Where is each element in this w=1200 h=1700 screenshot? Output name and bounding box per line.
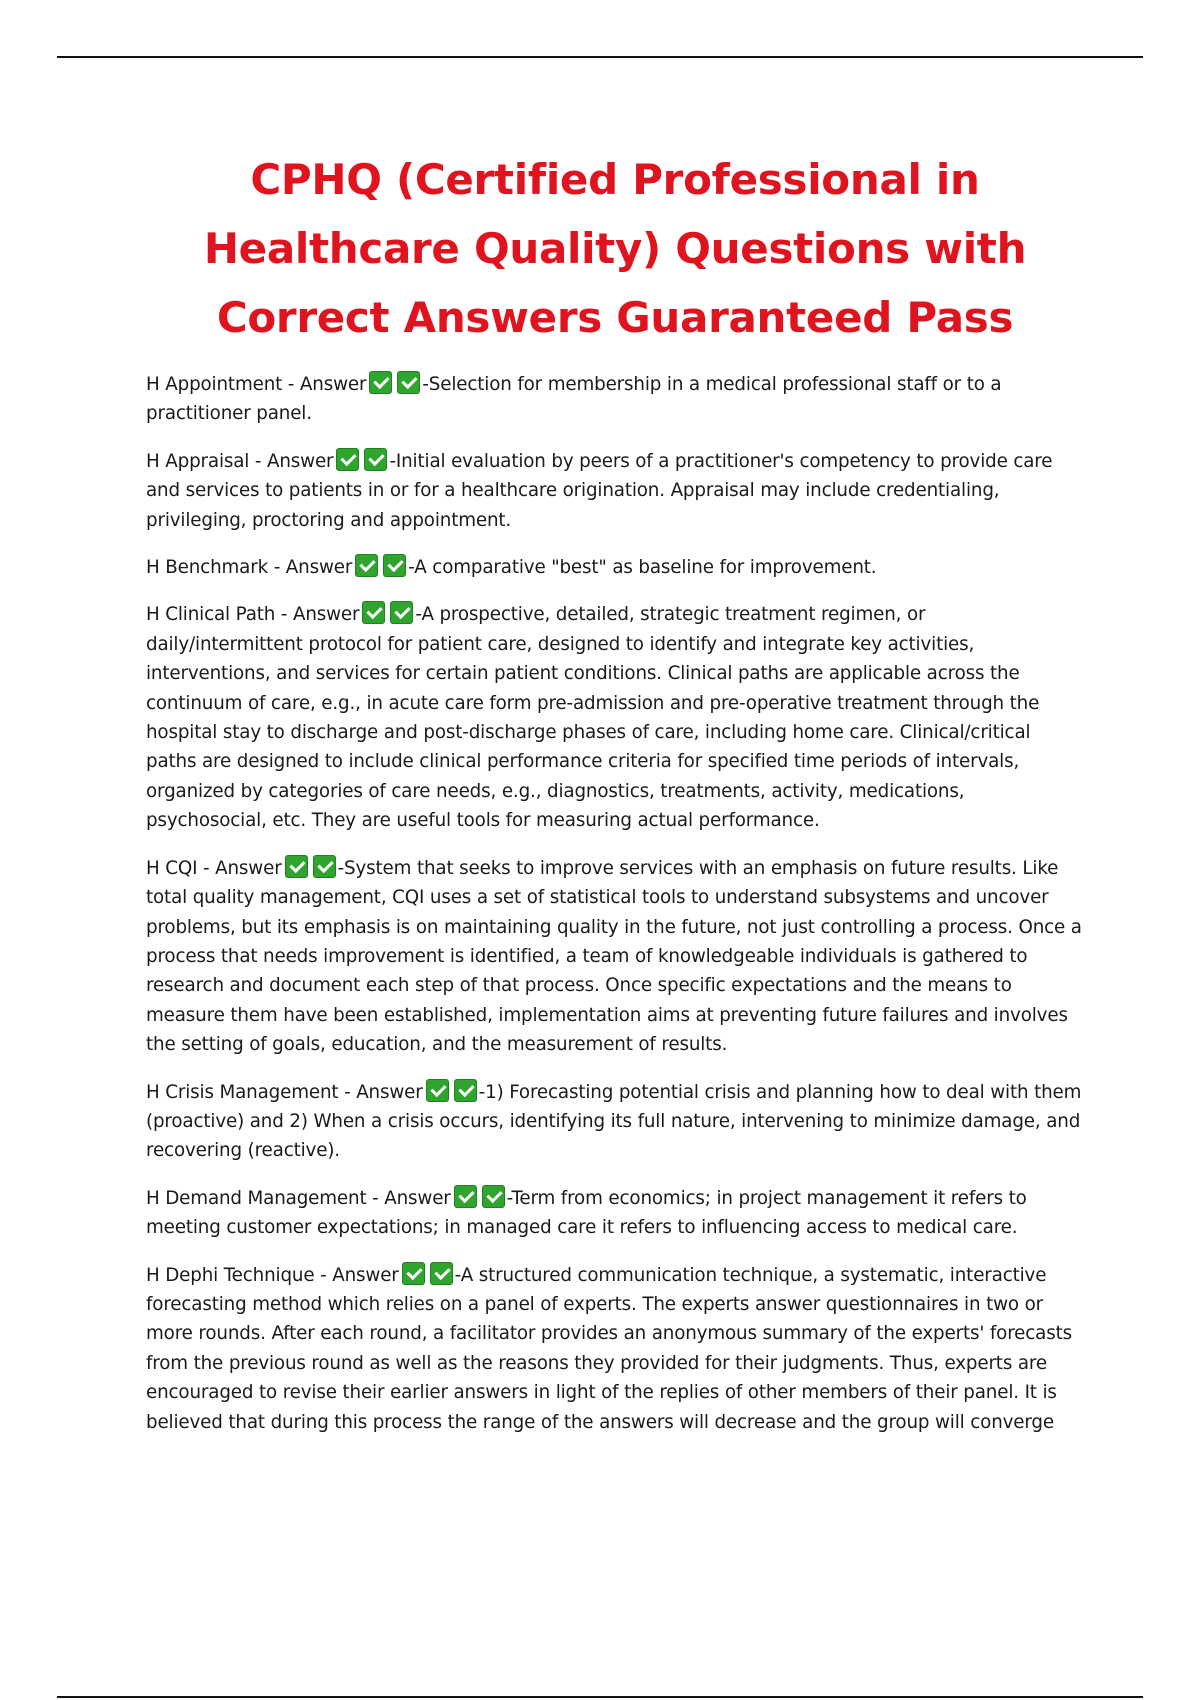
list-item bbox=[146, 1184, 1086, 1243]
list-item bbox=[146, 447, 1086, 535]
check-mark-icon bbox=[402, 1262, 425, 1285]
entry-definition: -Term from economics; in project management it refers to meeting customer expectations; in managed care it refers to influencing access to medical care. bbox=[146, 1187, 1027, 1239]
document-body bbox=[146, 370, 1086, 1455]
check-mark-icon bbox=[454, 1079, 477, 1102]
entry-definition: -Selection for membership in a medical professional staff or to a practitioner panel. bbox=[146, 374, 1002, 425]
entry-definition: -System that seeks to improve services with an emphasis on future results. Like total quality management, CQI uses a set of statistical tools to understand subsystems and uncover problems, but its emphasis is on maintaining quality in the future, not just controlling a process. Once a process that needs improvement is identified, a team of knowledgeable individuals is gathered to research and document each step of that process. Once specific expectations and the means to measure them have been established, implementation aims at preventing future failures and involves the setting of goals, education, and the measurement of results. bbox=[146, 857, 1082, 1056]
check-mark-icon bbox=[362, 601, 385, 624]
list-item bbox=[146, 854, 1086, 1060]
entry-term: H Demand Management - Answer bbox=[146, 1187, 451, 1209]
check-mark-icon bbox=[313, 855, 336, 878]
entry-definition: -A comparative "best" as baseline for improvement. bbox=[408, 557, 877, 579]
check-mark-icon bbox=[285, 855, 308, 878]
check-mark-icon bbox=[383, 554, 406, 577]
entry-definition: -A prospective, detailed, strategic treatment regimen, or daily/intermittent protocol for patient care, designed to identify and integrate key activities, interventions, and services for certain patient conditions. Clinical paths are applicable across the continuum of care, e.g., in acute care form pre-admission and pre-operative treatment through the hospital stay to discharge and post-discharge phases of care, including home care. Clinical/critical paths are designed to include clinical performance criteria for specified time periods of intervals, organized by categories of care needs, e.g., diagnostics, treatments, activity, medications, psychosocial, etc. They are useful tools for measuring actual performance. bbox=[146, 604, 1040, 832]
entry-definition: -1) Forecasting potential crisis and planning how to deal with them (proactive) and 2) When a crisis occurs, identifying its full nature, intervening to minimize damage, and recovering (reactive). bbox=[146, 1081, 1082, 1162]
check-mark-icon bbox=[426, 1079, 449, 1102]
bottom-rule bbox=[57, 1696, 1143, 1698]
entry-term: H Clinical Path - Answer bbox=[146, 604, 360, 626]
check-mark-icon bbox=[355, 554, 378, 577]
entry-definition: -A structured communication technique, a systematic, interactive forecasting method which relies on a panel of experts. The experts answer questionnaires in two or more rounds. After each round, a facilitator provides an anonymous summary of the experts' forecasts from the previous round as well as the reasons they provided for their judgments. Thus, experts are encouraged to revise their earlier answers in light of the replies of other members of their panel. It is believed that during this process the range of the answers will decrease and the group will converge bbox=[146, 1264, 1072, 1433]
list-item bbox=[146, 553, 1086, 582]
entry-term: H Appraisal - Answer bbox=[146, 450, 334, 472]
check-mark-icon bbox=[482, 1185, 505, 1208]
check-mark-icon bbox=[364, 448, 387, 471]
check-mark-icon bbox=[369, 371, 392, 394]
list-item bbox=[146, 600, 1086, 835]
check-mark-icon bbox=[336, 448, 359, 471]
entry-term: H CQI - Answer bbox=[146, 857, 282, 879]
check-mark-icon bbox=[430, 1262, 453, 1285]
check-mark-icon bbox=[390, 601, 413, 624]
top-rule bbox=[57, 56, 1143, 58]
entry-term: H Dephi Technique - Answer bbox=[146, 1264, 399, 1286]
list-item bbox=[146, 370, 1086, 429]
page-title: CPHQ (Certified Professional in Healthcare Quality) Questions with Correct Answers Guaranteed Pass bbox=[203, 155, 1027, 342]
list-item bbox=[146, 1078, 1086, 1166]
entry-definition: -Initial evaluation by peers of a practitioner's competency to provide care and services to patients in or for a healthcare origination. Appraisal may include credentialing, privileging, proctoring and appointment. bbox=[146, 450, 1053, 531]
check-mark-icon bbox=[454, 1185, 477, 1208]
entry-term: H Crisis Management - Answer bbox=[146, 1081, 423, 1103]
list-item bbox=[146, 1261, 1086, 1437]
entry-term: H Appointment - Answer bbox=[146, 374, 367, 395]
check-mark-icon bbox=[397, 371, 420, 394]
entry-term: H Benchmark - Answer bbox=[146, 557, 353, 579]
